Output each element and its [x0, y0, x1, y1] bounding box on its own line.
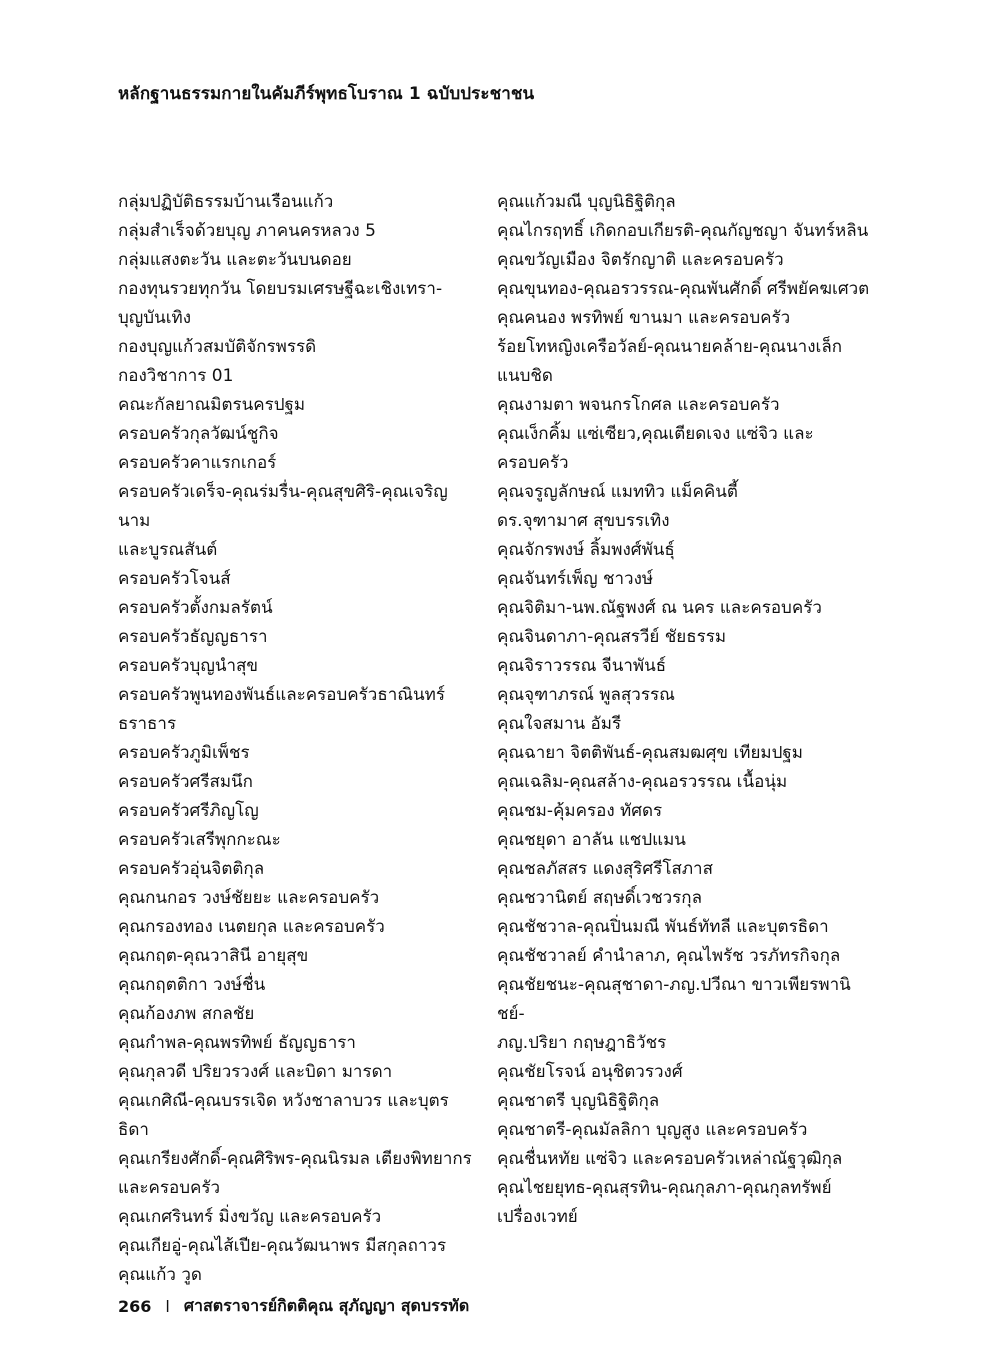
- name-entry: คณะกัลยาณมิตรนครปฐม: [118, 395, 306, 415]
- name-entry: กลุ่มสำเร็จด้วยบุญ ภาคนครหลวง 5: [118, 221, 376, 241]
- name-entry: เปรื่องเวทย์: [497, 1207, 578, 1227]
- name-entry: คุณกนกอร วงษ์ชัยยะ และครอบครัว: [118, 888, 380, 908]
- name-entry: คุณชาตรี บุญนิธิฐิติกุล: [497, 1091, 660, 1111]
- name-entry: คุณจรูญลักษณ์ แมททิว แม็คคินตี้: [497, 482, 738, 502]
- running-head: หลักฐานธรรมกายในคัมภีร์พุทธโบราณ 1 ฉบับประชาชน: [118, 84, 535, 104]
- name-entry: คุณเกศรินทร์ มิ่งขวัญ และครอบครัว: [118, 1207, 382, 1227]
- name-entry: ครอบครัวกุลวัฒน์ชูกิจ: [118, 424, 279, 444]
- name-entry: กองทุนรวยทุกวัน โดยบรมเศรษฐีฉะเชิงเทรา-: [118, 279, 443, 299]
- name-entry: ร้อยโทหญิงเครือวัลย์-คุณนายคล้าย-คุณนางเล็ก: [497, 337, 843, 357]
- name-entry: คุณชม-คุ้มครอง ทัศดร: [497, 801, 663, 821]
- name-entry: คุณฉายา จิตติพันธ์-คุณสมฒศุข เทียมปฐม: [497, 743, 804, 763]
- name-entry: บุญบันเทิง: [118, 308, 192, 328]
- name-entry: คุณจักรพงษ์ ลิ้มพงศ์พันธุ์: [497, 540, 675, 560]
- name-entry: คุณไชยยุทธ-คุณสุรทิน-คุณกุลภา-คุณกุลทรัพย์: [497, 1178, 832, 1198]
- name-entry: ครอบครัวภูมิเพ็ชร: [118, 743, 250, 763]
- name-entry: และบูรณสันต์: [118, 540, 218, 560]
- name-entry: และครอบครัว: [118, 1178, 221, 1198]
- name-entry: ครอบครัวคาแรกเกอร์: [118, 453, 277, 473]
- name-entry: คุณกุลวดี ปริยวรวงศ์ และบิดา มารดา: [118, 1062, 393, 1082]
- name-entry: คุณจิราวรรณ จีนาพันธ์: [497, 656, 667, 676]
- author-name: ศาสตราจารย์กิตติคุณ สุภัญญา สุดบรรทัด: [183, 1296, 470, 1315]
- name-entry: คุณแก้ว วูด: [118, 1265, 202, 1285]
- name-entry: คุณชัยชนะ-คุณสุชาดา-ภญ.ปวีณา ขาวเพียรพานิชย์-: [497, 975, 851, 1024]
- name-entry: คุณไกรฤทธิ์ เกิดกอบเกียรติ-คุณกัญชญา จันทร์หลิน: [497, 221, 869, 241]
- name-entry: คุณกฤต-คุณวาสินี อายุสุข: [118, 946, 309, 966]
- name-entry: ดร.จุฑามาศ สุขบรรเทิง: [497, 511, 670, 531]
- name-entry: คุณเกศิณี-คุณบรรเจิด หวังชาลาบวร และบุตรธิดา: [118, 1091, 449, 1140]
- name-entry: กลุ่มแสงตะวัน และตะวันบนดอย: [118, 250, 352, 270]
- name-entry: คุณกฤตติกา วงษ์ชื่น: [118, 975, 266, 995]
- name-entry: คุณชาตรี-คุณมัลลิกา บุญสูง และครอบครัว: [497, 1120, 808, 1140]
- name-entry: คุณจิติมา-นพ.ณัฐพงศ์ ณ นคร และครอบครัว: [497, 598, 822, 618]
- name-entry: คุณชยุดา อาลัน แชปแมน: [497, 830, 686, 850]
- name-entry: คุณก้องภพ สกลชัย: [118, 1004, 255, 1024]
- name-entry: คุณกรองทอง เนตยกุล และครอบครัว: [118, 917, 385, 937]
- name-entry: คุณเง็กคิ้ม แซ่เซียว,คุณเตียดเจง แซ่จิว และครอบครัว: [497, 424, 814, 473]
- name-entry: คุณจันทร์เพ็ญ ชาวงษ์: [497, 569, 654, 589]
- name-entry: คุณเกรียงศักดิ์-คุณศิริพร-คุณนิรมล เตียงพิทยากร: [118, 1149, 472, 1169]
- name-entry: คุณจินดาภา-คุณสรวีย์ ชัยธรรม: [497, 627, 727, 647]
- name-entry: ครอบครัวเดร็จ-คุณร่มรื่น-คุณสุขศิริ-คุณเจริญนาม: [118, 482, 448, 531]
- name-entry: ภญ.ปริยา กฤษฎาธิวัชร: [497, 1033, 667, 1053]
- name-entry: ครอบครัวบุญนำสุข: [118, 656, 258, 676]
- name-entry: ครอบครัวเสรีพุกกะณะ: [118, 830, 281, 850]
- name-entry: กองวิชาการ 01: [118, 366, 234, 386]
- name-entry: คุณกำพล-คุณพรทิพย์ ธัญญธารา: [118, 1033, 356, 1053]
- name-entry: คุณชื่นหทัย แซ่จิว และครอบครัวเหล่าณัฐวุฒิกุล: [497, 1149, 843, 1169]
- name-entry: แนบชิด: [497, 366, 553, 386]
- name-entry: ครอบครัวศรีภิญโญ: [118, 801, 259, 821]
- left-column: [118, 188, 478, 1290]
- right-column: [497, 188, 872, 1232]
- name-entry: คุณชวานิตย์ สฤษดิ์เวชวรกุล: [497, 888, 702, 908]
- name-entry: คุณงามตา พจนกรโกศล และครอบครัว: [497, 395, 780, 415]
- name-entry: ครอบครัวธัญญธารา: [118, 627, 268, 647]
- name-entry: คุณจุฑาภรณ์ พูลสุวรรณ: [497, 685, 675, 705]
- page-number: 266: [118, 1297, 152, 1316]
- name-entry: ครอบครัวโจนส์: [118, 569, 231, 589]
- name-entry: คุณแก้วมณี บุญนิธิฐิติกุล: [497, 192, 676, 212]
- name-entry: ครอบครัวตั้งกมลรัตน์: [118, 598, 273, 618]
- footer-separator: l: [165, 1297, 170, 1316]
- name-entry: คุณเฉลิม-คุณสล้าง-คุณอรวรรณ เนื้อนุ่ม: [497, 772, 788, 792]
- name-entry: คุณชัยโรจน์ อนุชิตวรวงศ์: [497, 1062, 683, 1082]
- name-entry: คุณชลภัสสร แดงสุริศรีโสภาส: [497, 859, 713, 879]
- name-entry: คุณใจสมาน อัมรี: [497, 714, 622, 734]
- name-entry: ครอบครัวศรีสมนึก: [118, 772, 253, 792]
- name-entry: ครอบครัวพูนทองพันธ์และครอบครัวธาณินทร์ธราธาร: [118, 685, 446, 734]
- name-entry: คุณชัชวาลย์ คำนำลาภ, คุณไพรัช วรภัทรกิจกุล: [497, 946, 841, 966]
- name-entry: คุณขวัญเมือง จิตรักญาติ และครอบครัว: [497, 250, 784, 270]
- name-entry: ครอบครัวอุ่นจิตติกุล: [118, 859, 265, 879]
- name-entry: คุณชัชวาล-คุณปิ่นมณี พันธ์ทัทลี และบุตรธิดา: [497, 917, 829, 937]
- page-footer: [118, 1294, 469, 1319]
- name-entry: คุณขุนทอง-คุณอรวรรณ-คุณพันศักดิ์ ศรีพยัคฆเศวต: [497, 279, 870, 299]
- name-entry: กองบุญแก้วสมบัติจักรพรรดิ: [118, 337, 317, 357]
- name-entry: คุณคนอง พรทิพย์ ขานมา และครอบครัว: [497, 308, 791, 328]
- name-entry: กลุ่มปฏิบัติธรรมบ้านเรือนแก้ว: [118, 192, 334, 212]
- name-entry: คุณเกียอู่-คุณไส้เปีย-คุณวัฒนาพร มีสกุลถาวร: [118, 1236, 447, 1256]
